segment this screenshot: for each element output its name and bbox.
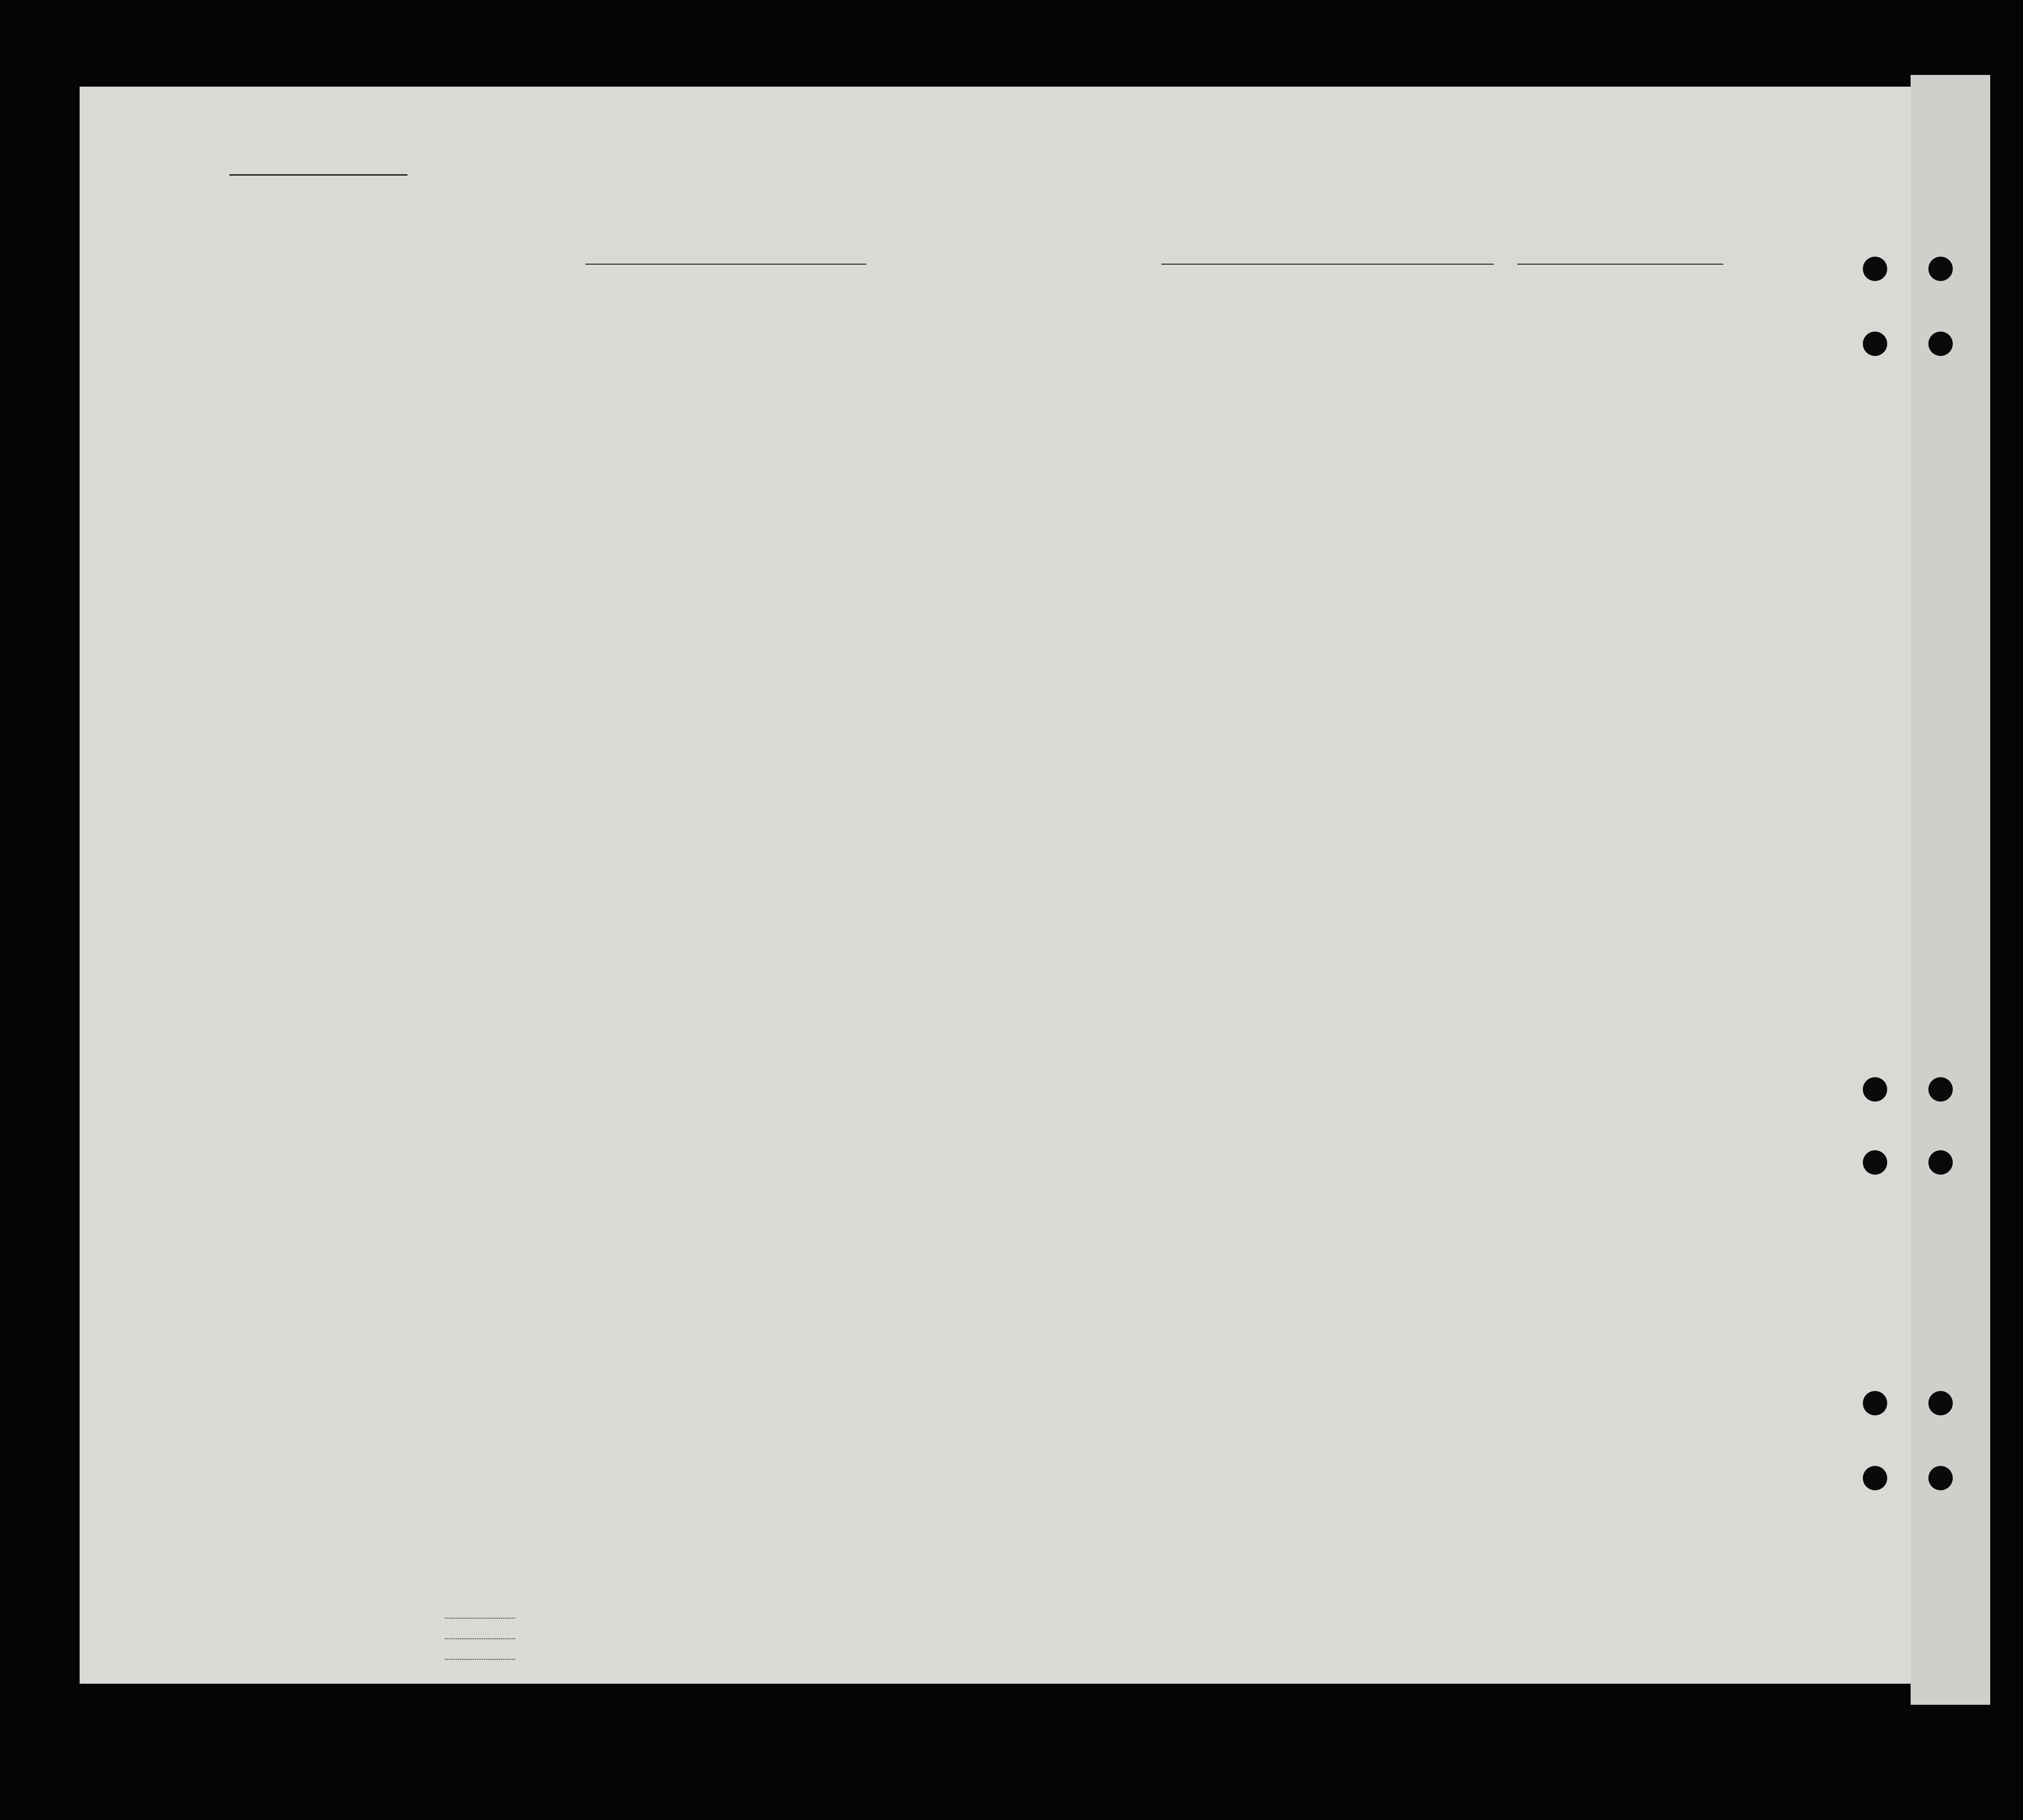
- ship-underline: [585, 264, 866, 265]
- list-underline: [229, 174, 407, 176]
- port-underline: [1161, 264, 1494, 265]
- date-underline: [1517, 264, 1723, 265]
- footer-dots: [375, 1616, 515, 1663]
